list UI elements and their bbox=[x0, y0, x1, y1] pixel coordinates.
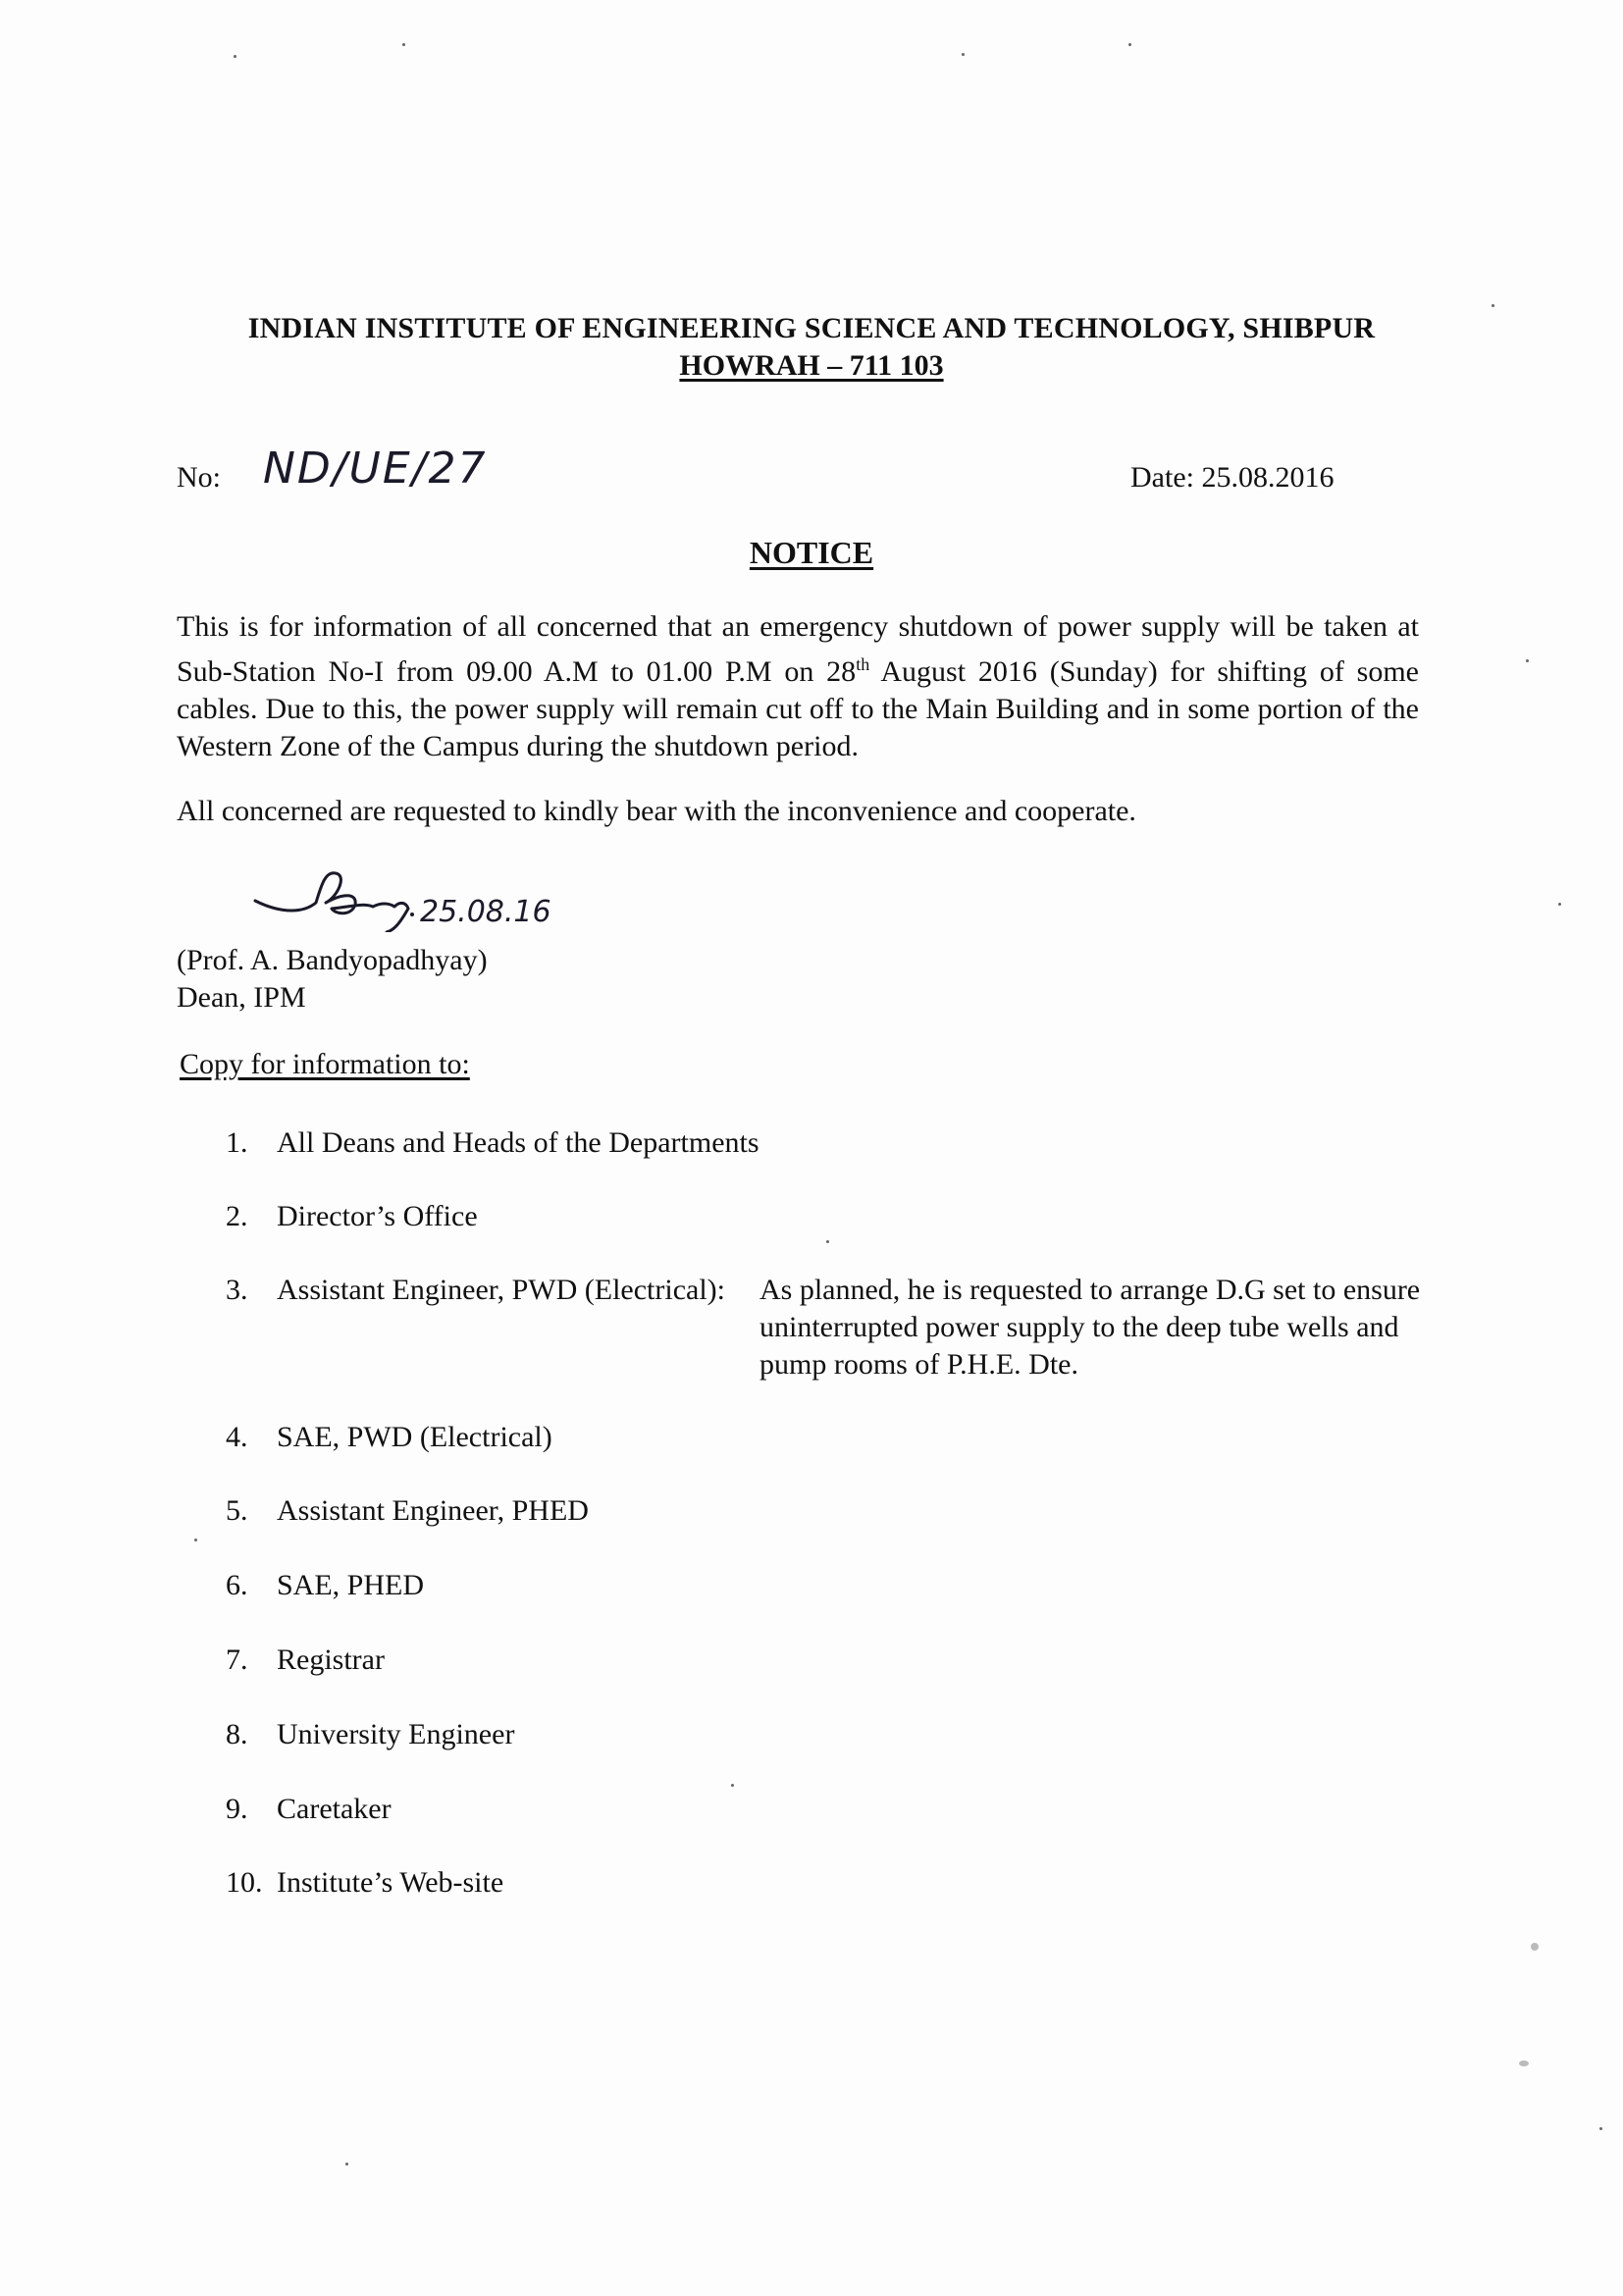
notice-request: All concerned are requested to kindly bear with the inconvenience and cooperate. bbox=[177, 795, 1136, 827]
copy-item-number: 5. bbox=[226, 1494, 248, 1527]
scan-speck bbox=[1558, 903, 1561, 906]
copy-item-number: 4. bbox=[226, 1421, 248, 1453]
ordinal-suffix: th bbox=[856, 654, 870, 674]
scan-speck bbox=[1519, 2061, 1529, 2066]
scan-speck bbox=[1526, 659, 1529, 662]
copy-item-text: Director’s Office bbox=[277, 1200, 478, 1232]
notice-title bbox=[0, 535, 1623, 571]
copy-list-item bbox=[226, 1716, 514, 1753]
copy-to-heading-text: Copy for information to: bbox=[180, 1048, 470, 1080]
handwritten-reference-number: ND/UE/27 bbox=[263, 444, 488, 494]
copy-item-number: 9. bbox=[226, 1793, 248, 1825]
copy-item-number: 8. bbox=[226, 1718, 248, 1750]
copy-item-number: 6. bbox=[226, 1569, 248, 1601]
signatory-block bbox=[177, 942, 488, 1017]
scan-speck bbox=[1128, 43, 1131, 46]
copy-list-item bbox=[226, 1864, 503, 1902]
notice-body bbox=[177, 608, 1419, 765]
scan-speck bbox=[345, 2163, 348, 2166]
scan-speck bbox=[234, 55, 236, 58]
scan-speck bbox=[402, 43, 405, 46]
scan-speck bbox=[962, 53, 965, 56]
signatory-name: (Prof. A. Bandyopadhyay) bbox=[177, 944, 488, 976]
copy-item-number: 3. bbox=[226, 1274, 248, 1306]
scan-speck bbox=[731, 1784, 734, 1787]
notice-date: Date: 25.08.2016 bbox=[1130, 461, 1335, 494]
scan-speck bbox=[826, 1240, 829, 1243]
copy-list-item bbox=[226, 1492, 589, 1530]
copy-item-text: University Engineer bbox=[277, 1718, 515, 1750]
scan-speck bbox=[1599, 2127, 1602, 2130]
copy-item-number: 10. bbox=[226, 1866, 263, 1899]
copy-list-item bbox=[226, 1272, 725, 1309]
copy-item-text: SAE, PHED bbox=[277, 1569, 425, 1601]
handwritten-signature-date: 25.08.16 bbox=[420, 895, 551, 929]
copy-list-item bbox=[226, 1642, 385, 1679]
copy-list-item bbox=[226, 1791, 392, 1828]
copy-item-text: Caretaker bbox=[277, 1793, 392, 1825]
notice-body-part-1: This is for information of all concerned that an emergency shutdown of power supply will be taken at Sub-Station No-I from 09.00 A.M to 01.00 P.M on 28 bbox=[177, 610, 1419, 688]
notice-title-text: NOTICE bbox=[749, 535, 874, 570]
copy-list-item bbox=[226, 1198, 478, 1235]
copy-item-text: SAE, PWD (Electrical) bbox=[277, 1421, 552, 1453]
institute-address-text: HOWRAH – 711 103 bbox=[679, 349, 944, 382]
copy-item-text: All Deans and Heads of the Departments bbox=[277, 1126, 759, 1159]
notice-body-part-2: August 2016 (Sunday) for shifting of some cables. Due to this, the power supply will remain cut off to the Main Building and in some portion of the Western Zone of the Campus during the shutdown period. bbox=[177, 655, 1419, 762]
institute-name: INDIAN INSTITUTE OF ENGINEERING SCIENCE AND TECHNOLOGY, SHIBPUR bbox=[247, 312, 1376, 344]
copy-item-text: Assistant Engineer, PWD (Electrical): bbox=[277, 1274, 725, 1306]
scan-speck bbox=[1531, 1943, 1539, 1951]
reference-label: No: bbox=[177, 461, 221, 494]
copy-item-number: 2. bbox=[226, 1200, 248, 1232]
institute-address bbox=[0, 349, 1623, 383]
copy-to-heading bbox=[180, 1048, 470, 1081]
copy-item-text: Registrar bbox=[277, 1644, 385, 1676]
scan-speck bbox=[1492, 304, 1494, 307]
scan-speck bbox=[194, 1539, 197, 1541]
copy-item-text: Assistant Engineer, PHED bbox=[277, 1494, 589, 1527]
copy-item-number: 1. bbox=[226, 1126, 248, 1159]
signatory-designation: Dean, IPM bbox=[177, 981, 306, 1014]
copy-item-number: 7. bbox=[226, 1644, 248, 1676]
copy-list-item bbox=[226, 1567, 424, 1604]
copy-list-item bbox=[226, 1419, 552, 1456]
copy-item-3-note: As planned, he is requested to arrange D.G set to ensure uninterrupted power supply to the deep tube wells and pump rooms of P.H.E. Dte. bbox=[759, 1274, 1421, 1381]
copy-item-text: Institute’s Web-site bbox=[277, 1866, 504, 1899]
copy-list-item bbox=[226, 1124, 759, 1162]
